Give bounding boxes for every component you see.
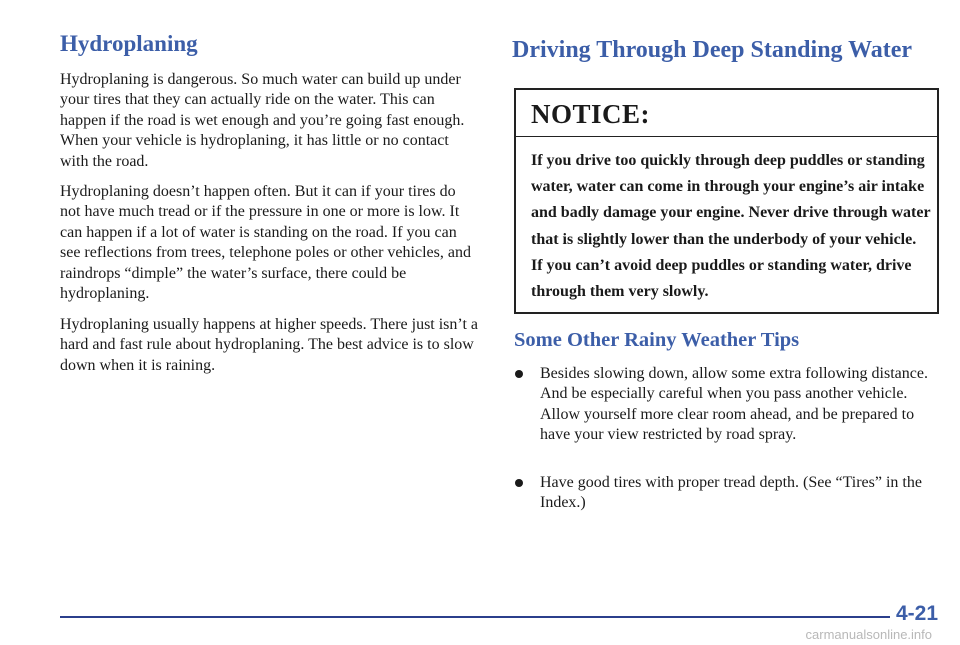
- hydroplaning-heading: Hydroplaning: [60, 31, 198, 56]
- notice-box: [514, 88, 939, 314]
- bullet-text: Have good tires with proper tread depth. (See “Tires” in the Index.): [540, 474, 922, 512]
- page-number: 4-21: [890, 602, 938, 626]
- hydroplaning-paragraph-1: Hydroplaning is dangerous. So much water can build up under your tires that they can actually ride on the water. This can happen if the road is wet enough and you’re going fast enough. When your vehicle is hydroplaning, it has little or no contact with the road.: [60, 71, 465, 170]
- watermark: carmanualsonline.info: [805, 627, 932, 642]
- hydroplaning-paragraph-3: Hydroplaning usually happens at higher speeds. There just isn’t a hard and fast rule about hydroplaning. The best advice is to slow down when it is raining.: [60, 316, 478, 374]
- notice-body: If you drive too quickly through deep puddles or standing water, water can come in through your engine’s air intake and badly damage your engine. Never drive through water that is slightly lower than the underbody of your vehicle. If you can’t avoid deep puddles or standing water, drive through them very slowly.: [531, 152, 931, 301]
- bullet-text: Besides slowing down, allow some extra following distance. And be especially careful when you pass another vehicle. Allow yourself more clear room ahead, and be prepared to have your view restricted by road spray.: [540, 365, 928, 444]
- deep-water-heading: Driving Through Deep Standing Water: [512, 37, 913, 63]
- rainy-tips-heading: Some Other Rainy Weather Tips: [514, 329, 800, 351]
- bullet-icon: [515, 479, 523, 487]
- hydroplaning-paragraph-2: Hydroplaning doesn’t happen often. But it can if your tires do not have much tread or if the pressure in one or more is low. It can happen if a lot of water is standing on the road. If you can see reflections from trees, telephone poles or other vehicles, and raindrops “dimple” the water’s surface, there could be hydroplaning.: [60, 183, 471, 303]
- footer-rule: [60, 616, 914, 618]
- bullet-icon: [515, 370, 523, 378]
- notice-title: NOTICE:: [516, 90, 937, 137]
